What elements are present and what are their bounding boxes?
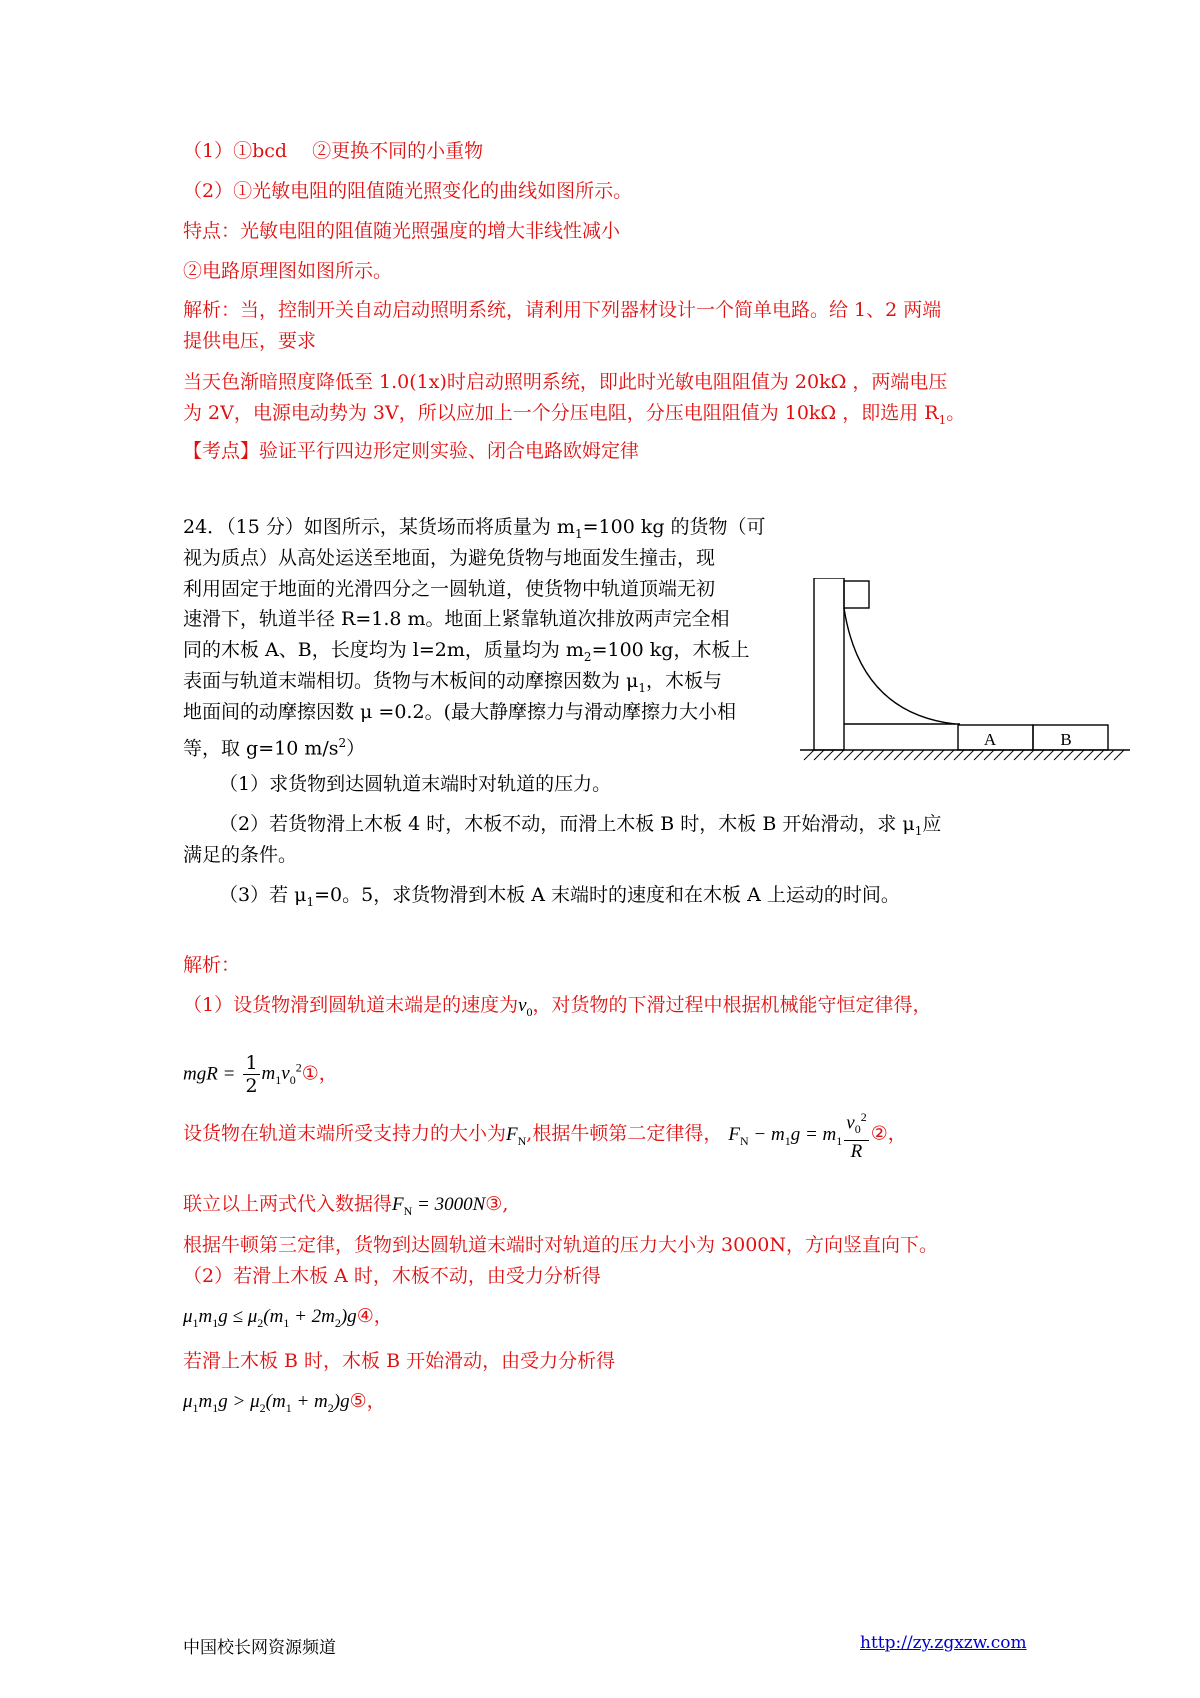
question-2 — [219, 812, 941, 843]
p-text-8a: 等，取 g=10 m/s — [183, 737, 339, 760]
p-text-5b: =100 kg，木板上 — [591, 639, 750, 661]
problem-line-1 — [183, 515, 766, 546]
eq2: $F_N - m_1g = m_1$ — [728, 1123, 843, 1148]
v0-symbol: $v_0$ — [518, 995, 533, 1019]
solution-title: 解析： — [183, 954, 241, 976]
eq1-right: $m_1v_0^2$ — [261, 1061, 302, 1088]
answer-line-8-tail: 。 — [946, 402, 966, 424]
sq-superscript: 2 — [338, 736, 347, 750]
m1-subscript: 1 — [574, 526, 583, 541]
solution-line-4: 根据牛顿第三定律，货物到达圆轨道末端时对轨道的压力大小为 3000N，方向竖直向下。 — [183, 1234, 939, 1256]
q3-text-a: （3）若 μ — [219, 884, 307, 906]
equation-1 — [183, 1043, 338, 1097]
eq1-circle: ①， — [301, 1062, 338, 1085]
question-1: （1）求货物到达圆轨道末端时对轨道的压力。 — [219, 773, 612, 795]
eq2-circle: ②， — [870, 1122, 907, 1145]
problem-line-7: 地面间的动摩擦因数 μ =0.2。(最大静摩擦力与滑动摩擦力大小相 — [183, 701, 736, 723]
eq5: $\mu_1m_1g > \mu_2(m_1 + m_2)g$ — [183, 1391, 350, 1415]
eq1-left: mgR = — [183, 1063, 236, 1085]
eq4-circle: ④， — [356, 1305, 393, 1327]
question-3 — [219, 883, 900, 914]
answer-line-1: （1）①bcd ②更换不同的小重物 — [183, 140, 484, 162]
m2-subscript: 2 — [583, 649, 592, 664]
fn-symbol: $F_N$ — [506, 1123, 527, 1148]
s1-tail: ，对货物的下滑过程中根据机械能守恒定律得， — [532, 994, 932, 1016]
board-a-label: A — [983, 730, 997, 749]
ground-hatching — [804, 750, 1124, 760]
solution-line-3 — [183, 1192, 508, 1223]
quarter-circle-track — [844, 608, 955, 724]
solution-line-5: （2）若滑上木板 A 时，木板不动，由受力分析得 — [183, 1265, 601, 1287]
p-text-6a: 表面与轨道末端相切。货物与木板间的动摩擦因数为 μ — [183, 670, 639, 692]
q2-mu-subscript: 1 — [914, 823, 923, 838]
r1-subscript: 1 — [938, 412, 947, 427]
mu1-subscript: 1 — [638, 680, 647, 695]
eq4: $\mu_1m_1g \le \mu_2(m_1 + 2m_2)g$ — [183, 1306, 357, 1330]
s3-text: 联立以上两式代入数据得 — [183, 1193, 393, 1215]
board-b-label: B — [1060, 730, 1072, 749]
problem-line-5 — [183, 638, 749, 669]
eq5-circle: ⑤， — [349, 1390, 386, 1412]
q2-text-b: 应 — [922, 813, 942, 835]
answer-line-3: 特点：光敏电阻的阻值随光照强度的增大非线性减小 — [183, 220, 621, 242]
answer-line-8 — [183, 401, 965, 432]
answer-line-7: 当天色渐暗照度降低至 1.0(1x)时启动照明系统，即此时光敏电阻阻值为 20kΩ ，两端电压 — [183, 371, 948, 393]
v0-over-r: $\frac{v_0^2}{R}$ — [844, 1106, 868, 1163]
p-text-5a: 同的木板 A、B，长度均为 l=2m，质量均为 m — [183, 639, 584, 661]
solution-line-2 — [183, 1106, 907, 1163]
p-text-1b: =100 kg 的货物（可 — [582, 516, 766, 538]
track-support — [814, 578, 844, 750]
s2-text: 设货物在轨道末端所受支持力的大小为 — [183, 1122, 507, 1145]
problem-line-4: 速滑下，轨道半径 R=1.8 m。地面上紧靠轨道次排放两声完全相 — [183, 608, 730, 630]
solution-line-6: 若滑上木板 B 时，木板 B 开始滑动，由受力分析得 — [183, 1350, 616, 1372]
answer-line-6: 提供电压，要求 — [183, 330, 317, 352]
p-text-1a: 24．（15 分）如图所示，某货场而将质量为 m — [183, 516, 575, 538]
problem-line-6 — [183, 669, 722, 700]
footer-link[interactable]: http://zy.zgxzw.com — [860, 1633, 1027, 1653]
fn-symbol-2: $F_N$ — [392, 1194, 413, 1218]
answer-line-5: 解析：当，控制开关自动启动照明系统，请利用下列器材设计一个简单电路。给 1、2 两端 — [183, 299, 942, 321]
equation-5 — [183, 1389, 386, 1420]
problem-line-2: 视为质点）从高处运送至地面，为避免货物与地面发生撞击，现 — [183, 547, 716, 569]
footer-left: 中国校长网资源频道 — [183, 1638, 336, 1658]
q3-mu-subscript: 1 — [306, 894, 315, 909]
p-text-8b: ） — [346, 737, 366, 760]
q2-text-a: （2）若货物滑上木板 4 时，木板不动，而滑上木板 B 时，木板 B 开始滑动，求 μ — [219, 813, 915, 835]
equation-4 — [183, 1304, 393, 1335]
solution-line-1 — [183, 993, 932, 1024]
p-text-6b: ，木板与 — [646, 670, 723, 692]
s1-text: （1）设货物滑到圆轨道末端是的速度为 — [183, 994, 519, 1016]
answer-line-4: ②电路原理图如图所示。 — [183, 260, 393, 282]
problem-line-8 — [183, 731, 365, 760]
problem-line-3: 利用固定于地面的光滑四分之一圆轨道，使货物中轨道顶端无初 — [183, 578, 716, 600]
half-fraction: $\frac{1}{2}$ — [245, 1051, 258, 1097]
cargo-box — [844, 581, 869, 608]
question-2-cont: 满足的条件。 — [183, 844, 298, 866]
answer-line-8-text: 为 2V，电源电动势为 3V，所以应加上一个分压电阻，分压电阻阻值为 10kΩ ，即选用 R — [183, 402, 939, 424]
track-figure — [800, 578, 1140, 778]
kaodian-line: 【考点】验证平行四边形定则实验、闭合电路欧姆定律 — [183, 440, 640, 462]
eq3-circle: ③, — [485, 1193, 509, 1215]
q3-text-b: =0。5，求货物滑到木板 A 末端时的速度和在木板 A 上运动的时间。 — [314, 884, 900, 906]
answer-line-2: （2）①光敏电阻的阻值随光照变化的曲线如图所示。 — [183, 180, 633, 202]
eq3: = 3000N — [417, 1194, 486, 1215]
s2-mid: ,根据牛顿第二定律得， — [526, 1122, 723, 1145]
